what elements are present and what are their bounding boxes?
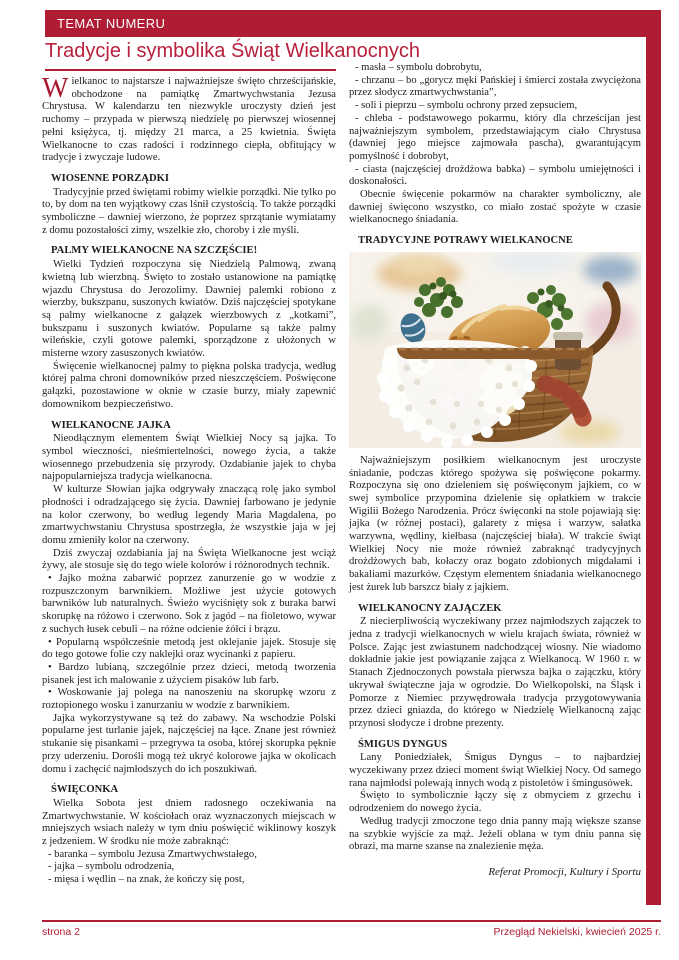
heading-tradycyjne-potrawy: TRADYCYJNE POTRAWY WIELKANOCNE (358, 235, 573, 247)
paragraph: Wielka Sobota jest dniem radosnego oczekiwania na Zmartwychwstanie. W kościołach oraz wyznaczonych miejscach w mniejszych wsiach należy w tym dniu poświęcić wiklinowy koszyk z jedzeniem. W środku nie może zabraknąć: (42, 797, 336, 848)
heading-swieconka: ŚWIĘCONKA (51, 784, 119, 796)
kicker-label: TEMAT NUMERU (57, 16, 166, 31)
right-column (349, 62, 641, 879)
paragraph: Według tradycji zmoczone tego dnia panny mają większe szanse na szybkie wyjście za mąż. Jeżeli oblana w tym dniu panna się obrazi, ma marne szanse na znalezienie męża. (349, 815, 641, 853)
list-item: - chrzanu – bo „gorycz męki Pańskiej i śmierci została zwyciężona przez słodycz zmartwychwstania”, (349, 74, 641, 99)
paragraph: Dziś zwyczaj ozdabiania jaj na Święta Wielkanocne jest wciąż żywy, ale stosuje się do tego wiele kolorów i różnorodnych technik. (42, 547, 336, 572)
list-item: - soli i pieprzu – symbolu ochrony przed zepsuciem, (355, 100, 578, 112)
list-item: - ciasta (najczęściej drożdżowa babka) – symbolu umiejętności i doskonałości. (349, 163, 641, 188)
bullet-item: • Popularną współcześnie metodą jest oklejanie jajek. Stosuje się do tego gotowe folie czy naklejki oraz wycinanki z papieru. (42, 636, 336, 661)
paragraph: Święto to symbolicznie łączy się z obmyciem z grzechu i odrodzeniem do nowego życia. (349, 790, 641, 815)
left-column (42, 73, 336, 887)
paragraph: Z niecierpliwością wyczekiwany przez najmłodszych zajączek to jedna z tradycji wielkanocnych w wielu krajach świata, również w Polsce. Zając jest zwiastunem nadchodzącej wiosny. Nie wiadomo dokładnie jakie jest powiązanie zająca z Wielkanocą. W 1960 r. w Stanach Zjednoczonych powstała pierwsza bajka o zajączku, który ukrywał świąteczne jaja w ogrodzie. Do Wielkopolski, na Śląsk i Pomorze z Niemiec przywędrowała tradycja przygotowywania przez dzieci gniazda, do którego w Niedzielę Wielkanocną zając przynosi słodycze i drobne prezenty. (349, 616, 641, 729)
section-kicker-bar (45, 10, 661, 37)
paragraph: W kulturze Słowian jajka odgrywały znaczącą rolę jako symbol płodności i odradzającego się życia. Dawniej farbowano je jedynie na kolor czerwony, bo według legendy Maria Magdalena, po zmartwychwstaniu Chrystusa spostrzegła, że wszystkie jaja w jej domu zmieniły kolor na czerwony. (42, 484, 336, 546)
easter-basket-photo (349, 252, 641, 448)
heading-wielkanocne-jajka: WIELKANOCNE JAJKA (51, 419, 171, 431)
lead-text: ielkanoc to najstarsze i najważniejsze święto chrześcijańskie, obchodzone na pamiątkę Zmartwychwstania Jezusa Chrystusa. W kalendarzu ten niezwykle uroczysty dzień jest ruchomy – przypada w pierwszą niedzielę po pierwszej wiosennej pełni księżyca, tj. między 21 marca, a 25 kwietnia. Święta Wielkanocne to czas radości i rodzinnego ciepła, obfitujący w tradycje i zwyczaje ludowe. (42, 76, 336, 164)
right-accent-bar (646, 37, 661, 905)
dropcap: W (42, 73, 69, 104)
paragraph: Jajka wykorzystywane są też do zabawy. Na wschodzie Polski popularne jest turlanie jajek, najczęściej na łące. Znane jest również stukanie się pisankami – przegrywa ta osoba, której skorupka pęknie przy uderzeniu. Dorośli mogą też ukryć kolorowe jajka w okolicach domu i zachęcić najmłodszych do ich poszukiwań. (42, 712, 336, 775)
bullet-item: • Jajko można zabarwić poprzez zanurzenie go w wodzie z rozpuszczonym barwnikiem. Możliwe jest użycie gotowych barwników lub naturalnych. Świeżo wyciśnięty sok z buraka barwi skorupkę na różowo i czerwono. Sok z jagód – na fioletowo, wywar z suchych łusek cebuli – na różne odcienie żółci i brązu. (42, 573, 336, 635)
paragraph: Święcenie wielkanocnej palmy to piękna polska tradycja, według której palma chroni domowników przed nieszczęściem. Poświęcone gałązki, pozostawione w oknie w czasie burzy, miały zapewnić domownikom bezpieczeństwo. (42, 360, 336, 410)
heading-palmy-wielkanocne: PALMY WIELKANOCNE NA SZCZĘŚCIE! (51, 245, 258, 257)
list-item: - masła – symbolu dobrobytu, (355, 62, 482, 73)
list-item: - jajka – symbolu odrodzenia, (48, 861, 175, 873)
page-number: strona 2 (42, 926, 80, 938)
heading-wielkanocny-zajaczek: WIELKANOCNY ZAJĄCZEK (358, 602, 502, 614)
byline: Referat Promocji, Kultury i Sportu (488, 865, 641, 878)
paragraph: Tradycyjnie przed świętami robimy wielkie porządki. Nie tylko po to, by dom na ten wyjątkowy czas lśnił czystością. To także porządki symboliczne – dawniej wierzono, że poprzez sprzątanie wymiatamy z domu pozostałości zimy, wszelkie zło, choroby i złe myśli. (42, 186, 336, 236)
publication-footer: Przegląd Nekielski, kwiecień 2025 r. (493, 926, 661, 938)
bullet-item: • Bardzo lubianą, szczególnie przez dzieci, metodą tworzenia pisanek jest ich malowanie z użyciem pisaków lub farb. (42, 661, 336, 686)
paragraph: Obecnie święcenie pokarmów na charakter symboliczny, ale dawniej święcono wszystko, co miało zostać spożyte w czasie wielkanocnego śniadania. (349, 189, 641, 226)
page-title: Tradycje i symbolika Świąt Wielkanocnych (45, 40, 420, 62)
paragraph: Nieodłącznym elementem Świąt Wielkiej Nocy są jajka. To symbol wieczności, nieśmiertelności, nowego życia, a także wiosennego przebudzenia się przyrody. Ozdabianie jajek to chyba najpopularniejsza tradycja wielkanocna. (42, 433, 336, 483)
footer-rule (42, 920, 661, 922)
heading-wiosenne-porzadki: WIOSENNE PORZĄDKI (51, 172, 170, 184)
list-item: - mięsa i wędlin – na znak, że kończy się post, (48, 874, 245, 886)
paragraph: Najważniejszym posiłkiem wielkanocnym jest uroczyste śniadanie, podczas którego spożywa się poświęcone pokarmy. Rozpoczyna się ono dzieleniem się poświęconym jajkiem, co w swej symbolice przypomina dzielenie się opłatkiem w trakcie Wigilii Bożego Narodzenia. Prócz święconki na stole pojawiają się: jajka (w różnej postaci), galarety z mięsa i warzyw, sałatka warzywna, wędliny, kiełbasa (najczęściej biała). W trakcie świąt Wielkiej Nocy nie może również zabraknąć tradycyjnych drożdżowych bab, kołaczy oraz bogato zdobionych migdałami i bakaliami mazurków. Częstym elementem śniadania wielkanocnego jest żurek lub barszcz biały z jajkiem. (349, 454, 641, 593)
heading-smigus-dyngus: ŚMIGUS DYNGUS (358, 738, 448, 750)
list-item: - baranka – symbolu Jezusa Zmartwychwstałego, (48, 848, 257, 860)
lead-paragraph (42, 73, 336, 165)
title-rule (45, 69, 336, 71)
paragraph: Lany Poniedziałek, Śmigus Dyngus – to najbardziej wyczekiwany przez dzieci moment świąt Wielkiej Nocy. Od samego rana najmłodsi polewają innych wodą z pistoletów i śmingusówek. (349, 752, 641, 789)
paragraph: Wielki Tydzień rozpoczyna się Niedzielą Palmową, zwaną kwietną lub wierzbną. Święto to zostało ustanowione na pamiątkę wjazdu Chrystusa do Jerozolimy. Dawniej palemki robiono z wierzby, bukszpanu, suszonych kwiatów. Dziś najczęściej spotykane są palmy wielkanocne z gałązek wierzbowych z „kotkami”, bukszpanu i suszonych kwiatów. Popularne są także palmy wileńskie, czyli gotowe palemki, sporządzone z ułożonych w misterne wzory zasuszonych kwiatów. (42, 259, 336, 360)
bullet-item: • Woskowanie jaj polega na nanoszeniu na skorupkę wzoru z roztopionego wosku i zanurzaniu w wodzie z barwnikiem. (42, 687, 336, 712)
list-item: - chleba - podstawowego pokarmu, który dla chrześcijan jest najważniejszym symbolem, przedstawiającym ciało Chrystusa (dawniej jego miejsce zajmowała pascha), gwarantującym pomyślność i dobrobyt, (349, 112, 641, 162)
